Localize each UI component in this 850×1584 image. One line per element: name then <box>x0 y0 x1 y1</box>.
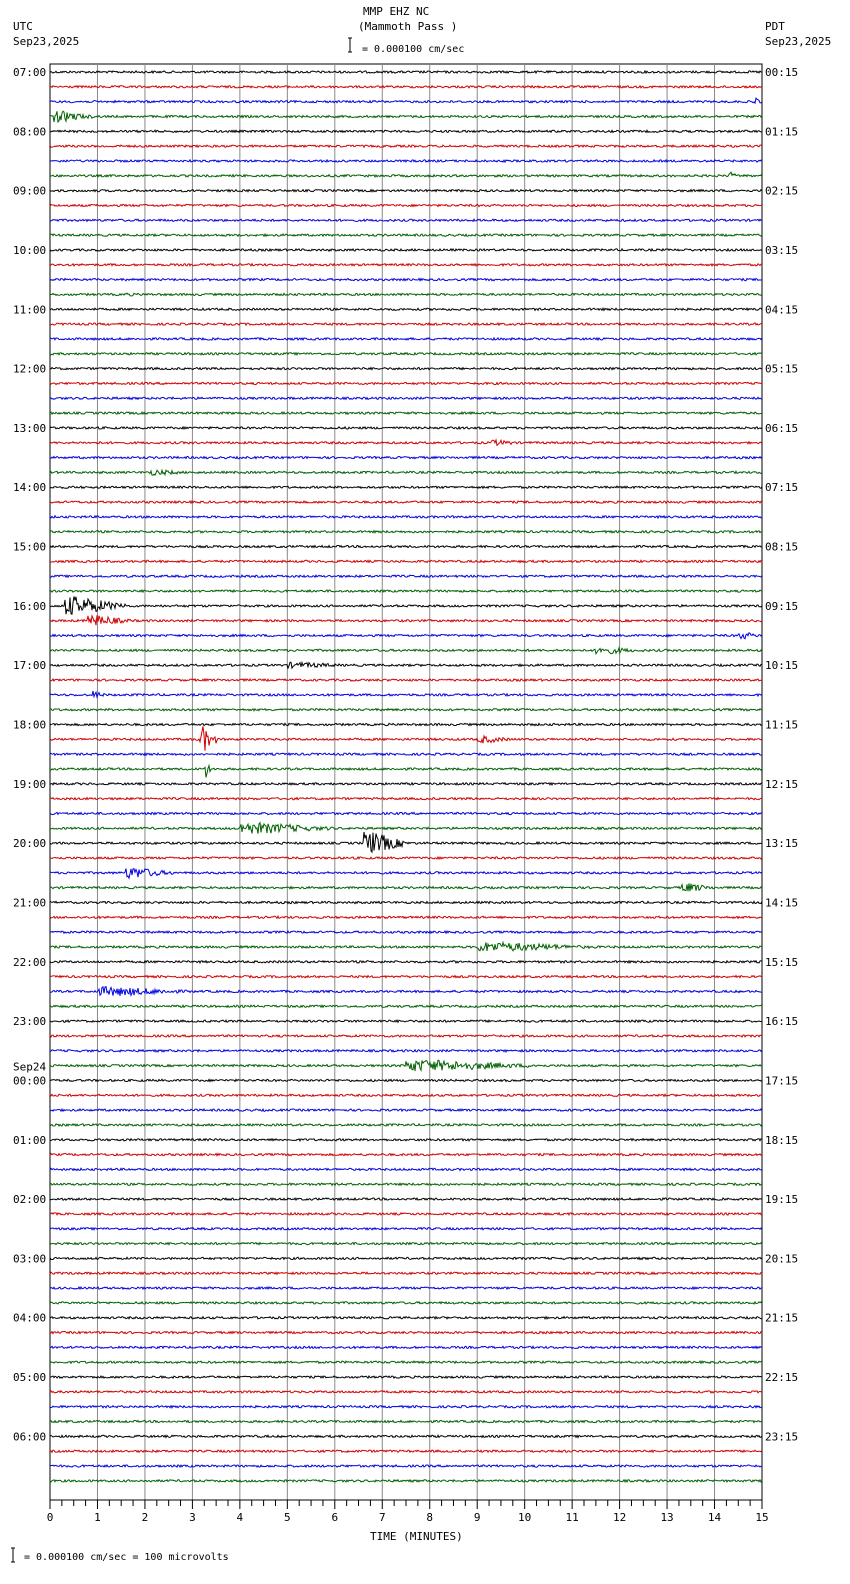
seismic-trace <box>50 1287 762 1289</box>
seismic-trace <box>50 111 762 122</box>
chart-subtitle: (Mammoth Pass ) <box>358 20 458 33</box>
footer-scale-bar-icon <box>11 1548 15 1562</box>
pdt-hour-label: 18:15 <box>765 1133 799 1147</box>
seismic-trace <box>50 279 762 281</box>
seismic-trace <box>50 1005 762 1007</box>
seismic-trace <box>50 832 762 852</box>
pdt-hour-label: 07:15 <box>765 481 799 495</box>
pdt-hour-label: 08:15 <box>765 540 799 554</box>
seismic-trace <box>50 1480 762 1482</box>
seismic-trace <box>50 1406 762 1408</box>
seismic-trace <box>50 575 762 577</box>
utc-hour-label: 12:00 <box>13 362 47 376</box>
seismic-trace <box>50 709 762 711</box>
seismic-trace <box>50 470 762 475</box>
seismic-trace <box>50 1243 762 1245</box>
utc-hour-label: 07:00 <box>13 66 47 79</box>
seismic-trace <box>50 338 762 340</box>
seismic-trace <box>50 1035 762 1037</box>
seismic-trace <box>50 869 762 879</box>
pdt-hour-label: 14:15 <box>765 896 799 910</box>
seismic-trace <box>50 812 762 814</box>
seismic-trace <box>50 531 762 533</box>
seismic-trace <box>50 1020 762 1022</box>
seismic-trace <box>50 726 762 750</box>
seismic-trace <box>50 1109 762 1111</box>
seismic-trace <box>50 931 762 933</box>
utc-hour-label: 10:00 <box>13 243 47 257</box>
pdt-hour-label: 05:15 <box>765 362 799 376</box>
seismic-trace <box>50 293 762 296</box>
utc-hour-label: 11:00 <box>13 303 47 317</box>
seismic-trace <box>50 1257 762 1259</box>
seismic-trace <box>50 160 762 162</box>
pdt-hour-label: 19:15 <box>765 1193 799 1207</box>
right-timezone: PDT <box>765 20 785 33</box>
pdt-hour-label: 15:15 <box>765 955 799 969</box>
seismic-trace <box>50 382 762 384</box>
seismic-trace <box>50 264 762 266</box>
utc-hour-label: 23:00 <box>13 1015 47 1029</box>
pdt-hour-label: 23:15 <box>765 1430 799 1444</box>
seismic-trace <box>50 1079 762 1081</box>
pdt-hour-label: 06:15 <box>765 421 799 435</box>
seismic-trace <box>50 1361 762 1363</box>
x-tick-label: 15 <box>755 1511 769 1524</box>
utc-hour-label: 03:00 <box>13 1252 47 1266</box>
pdt-hour-label: 21:15 <box>765 1311 799 1325</box>
seismic-trace <box>50 783 762 785</box>
x-tick-label: 7 <box>378 1511 386 1524</box>
seismic-trace <box>50 1213 762 1215</box>
seismic-trace <box>50 1376 762 1378</box>
seismic-trace <box>50 1183 762 1185</box>
x-tick-label: 6 <box>331 1511 339 1524</box>
seismic-trace <box>50 397 762 399</box>
seismic-trace <box>50 1272 762 1274</box>
seismic-trace <box>50 172 762 177</box>
utc-hour-label: 17:00 <box>13 659 47 673</box>
scale-bar-icon <box>348 38 352 52</box>
seismic-trace <box>50 1094 762 1096</box>
pdt-hour-label: 04:15 <box>765 303 799 317</box>
date-change-label: Sep24 <box>13 1060 47 1074</box>
scale-label: = 0.000100 cm/sec <box>362 44 465 55</box>
utc-hour-label: 15:00 <box>13 540 47 554</box>
seismic-trace <box>50 633 762 639</box>
seismic-trace <box>50 1139 762 1141</box>
seismic-trace <box>50 1060 762 1071</box>
seismic-trace <box>50 1124 762 1126</box>
footer-scale-label: = 0.000100 cm/sec = 100 microvolts <box>24 1552 229 1563</box>
seismic-trace <box>50 1346 762 1348</box>
seismic-trace <box>50 766 762 778</box>
pdt-hour-label: 01:15 <box>765 125 799 139</box>
utc-hour-label: 18:00 <box>13 718 47 732</box>
seismic-trace <box>50 412 762 414</box>
pdt-hour-label: 16:15 <box>765 1015 799 1029</box>
utc-hour-label: 01:00 <box>13 1133 47 1147</box>
seismic-trace <box>50 723 762 725</box>
utc-hour-label: 06:00 <box>13 1430 47 1444</box>
seismic-trace <box>50 1198 762 1200</box>
seismic-trace <box>50 1168 762 1170</box>
seismic-trace <box>50 615 762 625</box>
seismic-trace <box>50 961 762 963</box>
x-tick-label: 1 <box>94 1511 101 1524</box>
utc-hour-label: 09:00 <box>13 184 47 198</box>
utc-hour-label: 19:00 <box>13 777 47 791</box>
pdt-hour-label: 17:15 <box>765 1074 799 1088</box>
seismic-trace <box>50 249 762 251</box>
seismic-trace <box>50 71 762 73</box>
utc-hour-label: 21:00 <box>13 896 47 910</box>
seismic-trace <box>50 1302 762 1304</box>
pdt-hour-label: 09:15 <box>765 599 799 613</box>
seismic-trace <box>50 987 762 996</box>
x-tick-label: 0 <box>46 1511 54 1524</box>
x-tick-label: 14 <box>707 1511 722 1524</box>
x-tick-label: 8 <box>426 1511 434 1524</box>
x-tick-label: 2 <box>141 1511 149 1524</box>
pdt-hour-label: 03:15 <box>765 243 799 257</box>
seismic-trace <box>50 308 762 310</box>
utc-hour-label: 20:00 <box>13 837 47 851</box>
seismic-trace <box>50 884 762 892</box>
left-timezone: UTC <box>13 20 33 33</box>
pdt-hour-label: 20:15 <box>765 1252 799 1266</box>
pdt-hour-label: 13:15 <box>765 837 799 851</box>
seismic-trace <box>50 798 762 800</box>
seismic-trace <box>50 857 762 859</box>
seismic-trace <box>50 130 762 132</box>
utc-hour-label: 22:00 <box>13 955 47 969</box>
seismic-trace <box>50 546 762 548</box>
pdt-hour-label: 10:15 <box>765 659 799 673</box>
x-tick-label: 3 <box>189 1511 196 1524</box>
utc-hour-label: 04:00 <box>13 1311 47 1325</box>
pdt-hour-label: 02:15 <box>765 184 799 198</box>
x-tick-label: 9 <box>473 1511 481 1524</box>
seismic-trace <box>50 440 762 445</box>
pdt-hour-label: 11:15 <box>765 718 799 732</box>
x-tick-label: 11 <box>565 1511 579 1524</box>
seismic-trace <box>50 901 762 903</box>
utc-hour-label: 05:00 <box>13 1371 47 1385</box>
seismic-trace <box>50 457 762 459</box>
seismic-trace <box>50 1420 762 1422</box>
seismic-trace <box>50 1317 762 1319</box>
x-tick-label: 13 <box>660 1511 674 1524</box>
seismic-trace <box>50 823 762 834</box>
seismic-trace <box>50 1228 762 1230</box>
seismic-trace <box>50 86 762 88</box>
seismic-trace <box>50 501 762 503</box>
seismic-trace <box>50 219 762 221</box>
seismic-trace <box>50 486 762 488</box>
seismic-trace <box>50 679 762 681</box>
seismic-trace <box>50 190 762 192</box>
seismic-trace <box>50 98 762 103</box>
seismic-trace <box>50 204 762 206</box>
utc-hour-label: 14:00 <box>13 481 47 495</box>
seismic-trace <box>50 1450 762 1452</box>
seismic-trace <box>50 368 762 370</box>
seismic-trace <box>50 596 762 614</box>
x-tick-label: 4 <box>236 1511 244 1524</box>
seismic-trace <box>50 1332 762 1334</box>
pdt-hour-label: 22:15 <box>765 1371 799 1385</box>
pdt-hour-label: 12:15 <box>765 777 799 791</box>
seismic-trace <box>50 943 762 951</box>
seismic-trace <box>50 353 762 355</box>
seismic-trace <box>50 590 762 592</box>
utc-hour-label: 16:00 <box>13 599 47 613</box>
utc-hour-label: 00:00 <box>13 1074 47 1088</box>
utc-hour-label: 13:00 <box>13 421 47 435</box>
seismic-trace <box>50 1435 762 1437</box>
seismic-trace <box>50 916 762 918</box>
seismic-trace <box>50 323 762 325</box>
seismic-trace <box>50 1154 762 1156</box>
seismic-trace <box>50 691 762 697</box>
seismic-trace <box>50 145 762 147</box>
pdt-hour-label: 00:15 <box>765 66 799 79</box>
seismic-trace <box>50 1391 762 1393</box>
left-date: Sep23,2025 <box>13 35 80 48</box>
seismic-trace <box>50 427 762 429</box>
x-axis-label: TIME (MINUTES) <box>370 1530 463 1543</box>
seismic-trace <box>50 648 762 654</box>
seismic-trace <box>50 753 762 755</box>
seismic-trace <box>50 234 762 236</box>
seismic-trace <box>50 560 762 562</box>
x-tick-label: 10 <box>518 1511 532 1524</box>
right-date: Sep23,2025 <box>765 35 832 48</box>
utc-hour-label: 08:00 <box>13 125 47 139</box>
seismic-trace <box>50 976 762 978</box>
utc-hour-label: 02:00 <box>13 1193 47 1207</box>
seismic-trace <box>50 516 762 518</box>
seismic-trace <box>50 662 762 668</box>
x-tick-label: 12 <box>612 1511 627 1524</box>
chart-title: MMP EHZ NC <box>363 5 430 18</box>
seismic-trace <box>50 1465 762 1467</box>
x-tick-label: 5 <box>284 1511 291 1524</box>
seismic-trace <box>50 1050 762 1052</box>
